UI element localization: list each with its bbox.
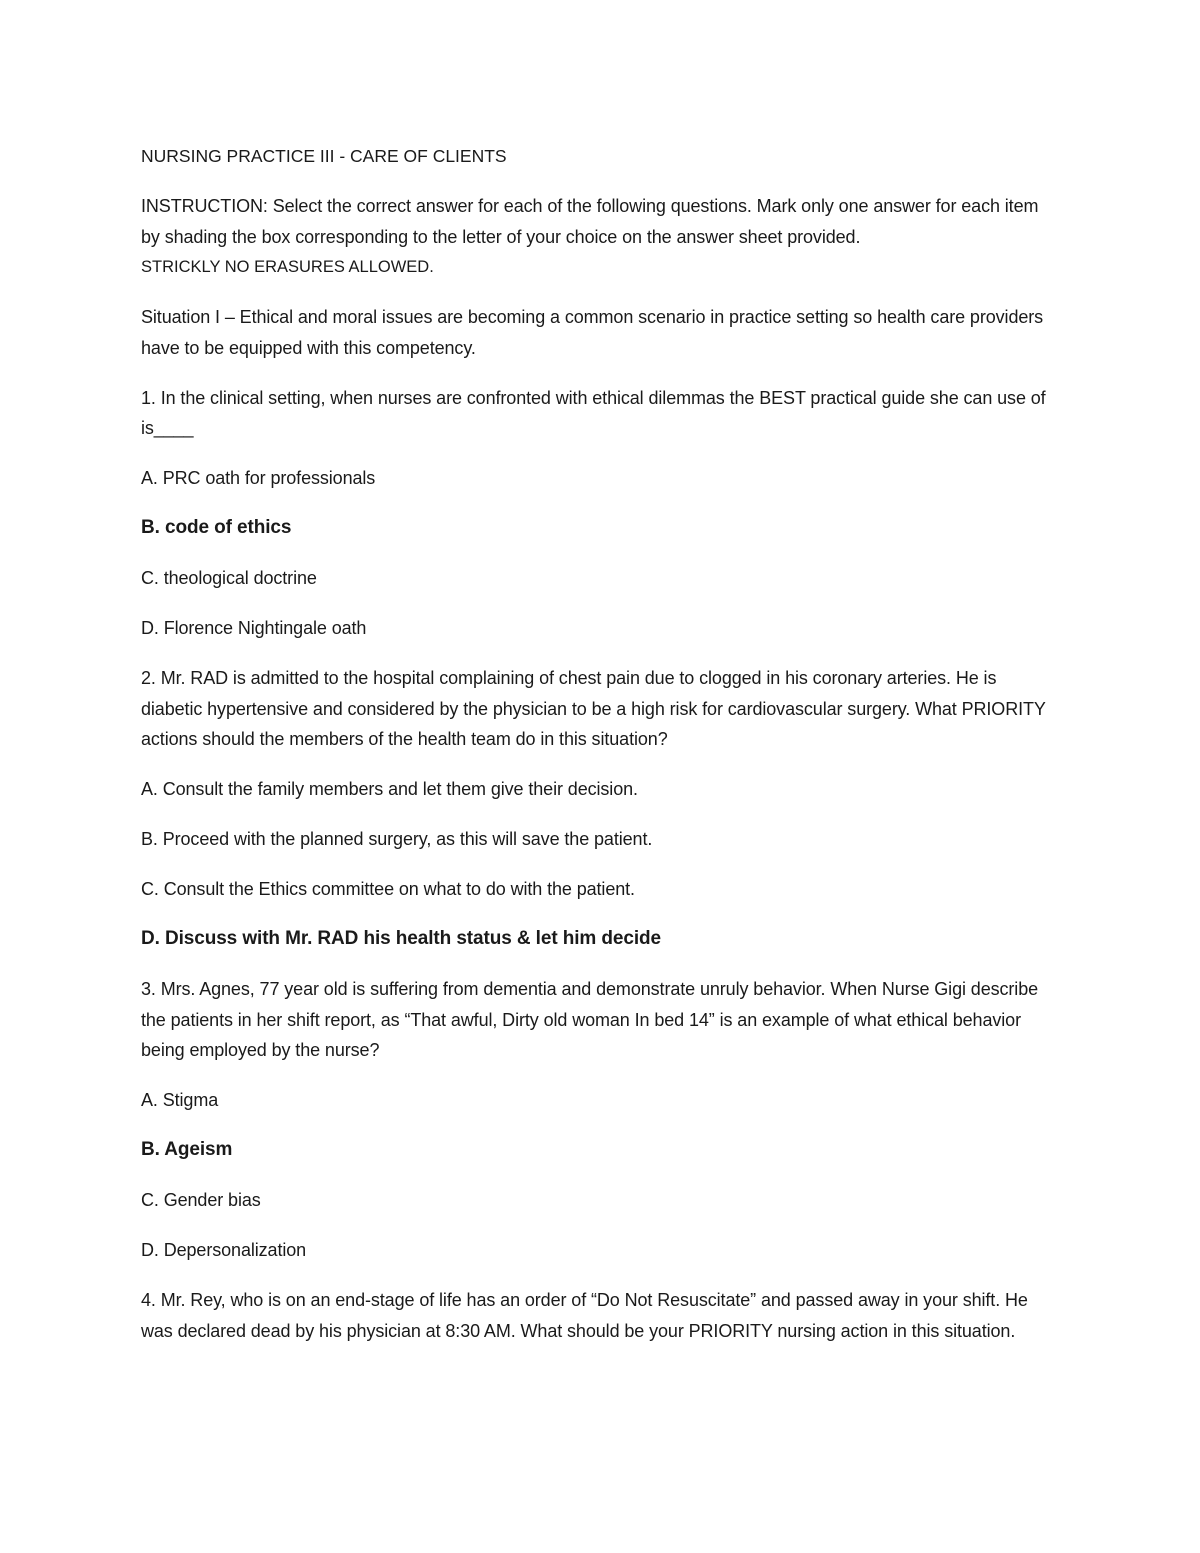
instruction-block [141, 191, 1061, 283]
option: D. Depersonalization [141, 1240, 307, 1260]
correct-option: D. Discuss with Mr. RAD his health status & let him decide [141, 928, 661, 949]
question-4 [141, 1285, 1061, 1346]
option: A. Stigma [141, 1090, 219, 1110]
document-page [141, 141, 1061, 1346]
question-2 [141, 663, 1061, 955]
correct-option: B. Ageism [141, 1139, 233, 1160]
correct-option: B. code of ethics [141, 517, 292, 538]
question-1 [141, 383, 1061, 644]
question-3 [141, 974, 1061, 1266]
option: A. Consult the family members and let them give their decision. [141, 779, 638, 799]
option: C. Consult the Ethics committee on what to do with the patient. [141, 879, 635, 899]
option: B. Proceed with the planned surgery, as this will save the patient. [141, 829, 653, 849]
question-stem: 3. Mrs. Agnes, 77 year old is suffering from dementia and demonstrate unruly behavior. When Nurse Gigi describe the patients in her shift report, as “That awful, Dirty old woman In bed 14” is an example of what ethical behavior being employed by the nurse? [141, 979, 1039, 1060]
document-title: NURSING PRACTICE III - CARE OF CLIENTS [141, 146, 507, 166]
situation-text: Situation I – Ethical and moral issues are becoming a common scenario in practice setting so health care providers have to be equipped with this competency. [141, 307, 1044, 358]
option: A. PRC oath for professionals [141, 468, 376, 488]
option: C. theological doctrine [141, 568, 317, 588]
question-stem: 2. Mr. RAD is admitted to the hospital complaining of chest pain due to clogged in his coronary arteries. He is diabetic hypertensive and considered by the physician to be a high risk for cardiovascular surgery. What PRIORITY actions should the members of the health team do in this situation? [141, 668, 1046, 749]
instruction-text: INSTRUCTION: Select the correct answer for each of the following questions. Mark only one answer for each item by shading the box corresponding to the letter of your choice on the answer sheet provided. [141, 196, 1039, 247]
instruction-warning: STRICKLY NO ERASURES ALLOWED. [141, 258, 434, 276]
option: D. Florence Nightingale oath [141, 618, 367, 638]
option: C. Gender bias [141, 1190, 261, 1210]
question-stem: 1. In the clinical setting, when nurses are confronted with ethical dilemmas the BEST practical guide she can use of is____ [141, 387, 1046, 438]
question-stem: 4. Mr. Rey, who is on an end-stage of life has an order of “Do Not Resuscitate” and passed away in your shift. He was declared dead by his physician at 8:30 AM. What should be your PRIORITY nursing action in this situation. [141, 1290, 1028, 1341]
